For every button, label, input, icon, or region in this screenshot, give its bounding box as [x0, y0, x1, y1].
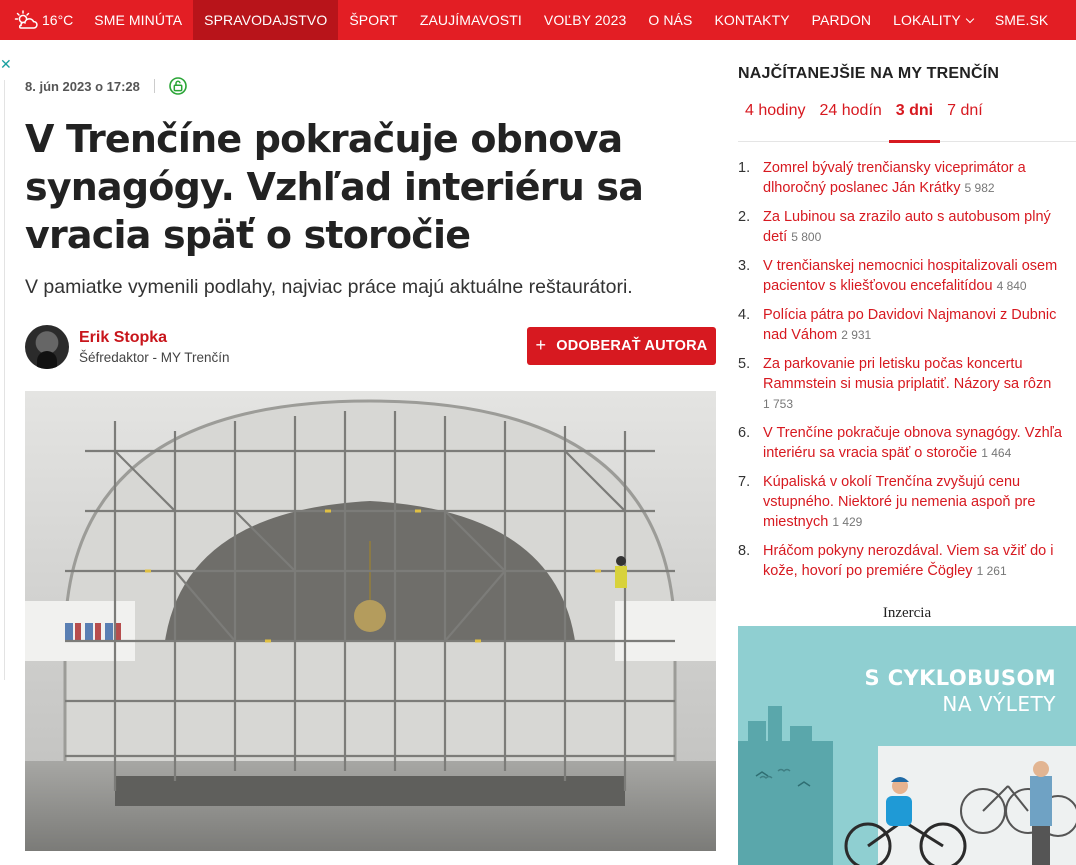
list-item[interactable]	[738, 256, 1076, 296]
tab-2[interactable]: 3 dni	[889, 98, 940, 142]
tab-0[interactable]: 4 hodiny	[745, 102, 806, 119]
list-item-number: 5.	[738, 356, 751, 372]
view-count: 5 800	[791, 230, 822, 244]
list-item[interactable]	[738, 305, 1076, 345]
top-navigation	[0, 0, 1076, 40]
ad-label: Inzercia	[882, 605, 932, 621]
publish-date: 8. jún 2023 o 17:28	[25, 78, 140, 94]
list-item-link[interactable]	[763, 541, 1053, 581]
article-perex: V pamiatke vymenili podlahy, najviac práce majú aktuálne reštaurátori.	[25, 276, 633, 298]
author-name[interactable]: Erik Stopka	[79, 329, 168, 346]
list-item[interactable]	[738, 472, 1076, 532]
close-icon[interactable]: ✕	[0, 56, 12, 72]
temperature: 16°C	[42, 12, 74, 28]
article-hero-image[interactable]	[25, 391, 716, 851]
follow-author-button[interactable]	[527, 327, 716, 365]
list-item-number: 6.	[738, 425, 751, 441]
list-item-link[interactable]	[763, 158, 1026, 198]
list-item[interactable]	[738, 207, 1076, 247]
author-role: Šéfredaktor - MY Trenčín	[79, 350, 230, 365]
view-count: 2 931	[841, 328, 872, 342]
gutter-divider	[4, 80, 5, 680]
nav-item-label: KONTAKTY	[714, 12, 790, 28]
list-item-link[interactable]	[763, 256, 1057, 296]
nav-item-label: PARDON	[811, 12, 872, 28]
list-item-title: V Trenčíne pokračuje obnova synagógy. Vzhľa interiéru sa vracia späť o storočie	[763, 425, 1062, 461]
author-block[interactable]	[25, 325, 230, 369]
nav-item-label: SME.SK	[994, 12, 1049, 28]
nav-item-2[interactable]	[338, 0, 408, 40]
view-count: 1 464	[981, 446, 1012, 460]
list-item[interactable]	[738, 354, 1076, 414]
weather-widget[interactable]	[0, 0, 83, 40]
article-meta	[25, 77, 187, 95]
nav-item-0[interactable]	[83, 0, 193, 40]
ad-headline: S CYKLOBUSOM	[864, 666, 1056, 690]
list-item-title: V trenčianskej nemocnici hospitalizovali osem pacientov s kliešťovou encefalitídou	[763, 258, 1058, 294]
nav-item-label: ZAUJÍMAVOSTI	[419, 12, 522, 28]
nav-item-5[interactable]	[637, 0, 703, 40]
list-item-number: 8.	[738, 543, 751, 559]
nav-item-1[interactable]	[193, 0, 338, 40]
scaffolding-photo	[25, 391, 716, 851]
cyclist-illustration	[738, 626, 1076, 865]
view-count: 4 840	[996, 279, 1027, 293]
nav-item-9[interactable]	[984, 0, 1060, 40]
list-item-number: 3.	[738, 258, 751, 274]
view-count: 5 982	[964, 181, 995, 195]
list-item-number: 4.	[738, 307, 751, 323]
list-item[interactable]	[738, 423, 1076, 463]
most-read-tabs	[738, 98, 1076, 142]
author-avatar[interactable]	[25, 325, 69, 369]
chevron-down-icon	[966, 15, 974, 23]
list-item-number: 2.	[738, 209, 751, 225]
nav-item-label: ŠPORT	[349, 12, 398, 28]
list-item-title: Za Lubinou sa zrazilo auto s autobusom plný detí	[763, 209, 1051, 245]
list-item-number: 7.	[738, 474, 751, 490]
view-count: 1 429	[832, 515, 863, 529]
list-item-title: Polícia pátra po Davidovi Najmanovi z Dubnic nad Váhom	[763, 307, 1057, 343]
most-read-title: NAJČÍTANEJŠIE NA MY TRENČÍN	[738, 65, 1000, 82]
list-item[interactable]	[738, 541, 1076, 581]
most-read-list	[738, 158, 1076, 590]
nav-item-6[interactable]	[703, 0, 800, 40]
list-item-title: Kúpaliská v okolí Trenčína zvyšujú cenu vstupného. Niektoré ju nemenia aspoň pre miestnych	[763, 474, 1036, 530]
list-item-link[interactable]	[763, 472, 1035, 532]
tab-3[interactable]: 7 dní	[947, 102, 983, 119]
list-item[interactable]	[738, 158, 1076, 198]
list-item-link[interactable]	[763, 305, 1056, 345]
view-count: 1 753	[763, 397, 794, 411]
unlocked-icon	[169, 77, 187, 95]
nav-item-7[interactable]	[801, 0, 882, 40]
list-item-link[interactable]	[763, 207, 1051, 247]
list-item-title: Zomrel bývalý trenčiansky viceprimátor a dlhoročný poslanec Ján Krátky	[763, 160, 1026, 196]
nav-item-3[interactable]	[409, 0, 533, 40]
nav-item-label: SME MINÚTA	[94, 12, 183, 28]
nav-item-label: VOĽBY 2023	[543, 12, 627, 28]
meta-separator	[154, 79, 155, 93]
nav-item-label: O NÁS	[648, 12, 693, 28]
follow-author-label: ODOBERAŤ AUTORA	[556, 338, 708, 354]
nav-item-8[interactable]	[882, 0, 984, 40]
list-item-title: Hráčom pokyny nerozdával. Viem sa vžiť do i kože, hovorí po premiére Čögley	[763, 543, 1054, 579]
list-item-link[interactable]	[763, 423, 1062, 463]
plus-icon: +	[535, 334, 547, 355]
list-item-number: 1.	[738, 160, 751, 176]
view-count: 1 261	[976, 564, 1007, 578]
nav-item-label: SPRAVODAJSTVO	[204, 12, 328, 28]
ad-subheadline: NA VÝLETY	[942, 692, 1056, 716]
nav-item-4[interactable]	[533, 0, 637, 40]
nav-item-label: LOKALITY	[893, 12, 961, 28]
advertisement-banner[interactable]	[738, 626, 1076, 865]
partly-cloudy-icon	[14, 9, 40, 31]
list-item-link[interactable]	[763, 354, 1051, 414]
list-item-title: Za parkovanie pri letisku počas koncertu Rammstein si musia priplatiť. Názory sa rôzn	[763, 356, 1052, 392]
article-title: V Trenčíne pokračuje obnova synagógy. Vzhľad interiéru sa vracia späť o storočie	[25, 117, 644, 257]
tab-1[interactable]: 24 hodín	[819, 102, 882, 119]
